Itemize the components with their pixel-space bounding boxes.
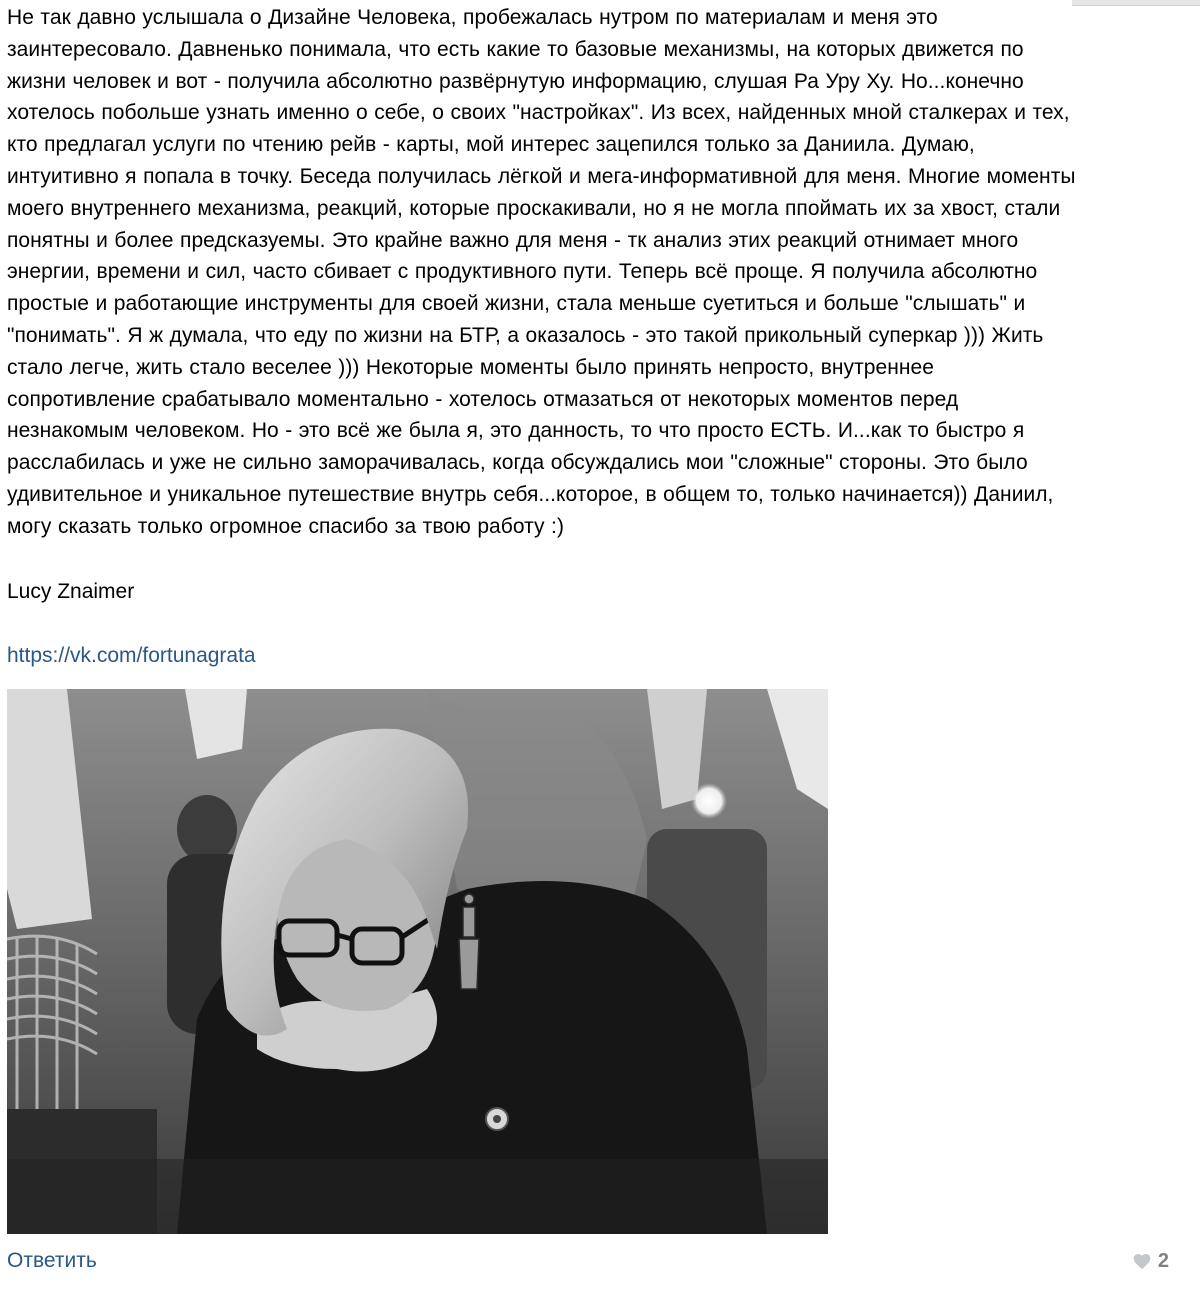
heart-icon (1132, 1252, 1152, 1270)
like-count: 2 (1157, 1250, 1169, 1272)
post-text: Не так давно услышала о Дизайне Человека, пробежалась нутром по материалам и меня это заинтересовало. Давненько понимала, что есть какие то базовые механизмы, на которых движется по жизни человек и вот - получила абсолютно развёрнутую информацию, слушая Ра Уру Ху. Но...конечно хотелось побольше узнать именно о себе, о своих "настройках". Из всех, найденных мной сталкерах и тех, кто предлагал услуги по чтению рейв - карты, мой интерес зацепился только за Даниила. Думаю, интуитивно я попала в точку. Беседа получилась лёгкой и мега-информативной для меня. Многие моменты моего внутреннего механизма, реакций, которые проскакивали, но я не могла ппоймать их за хвост, стали понятны и более предсказуемы. Это крайне важно для меня - тк анализ этих реакций отнимает много энергии, времени и сил, часто сбивает с продуктивного пути. Теперь всё проще. Я получила абсолютно простые и работающие инструменты для своей жизни, стала меньше суетиться и больше "слышать" и "понимать". Я ж думала, что еду по жизни на БТР, а оказалось - это такой прикольный суперкар ))) Жить стало легче, жить стало веселее ))) Некоторые моменты было принять непросто, внутреннее сопротивление срабатывало моментально - хотелось отмазаться от некоторых моментов перед незнакомым человеком. Но - это всё же была я, это данность, то что просто ЕСТЬ. И...как то быстро я расслабилась и уже не сильно заморачивалась, когда обсуждались мои "сложные" стороны. Это было удивительное и уникальное путешествие внутрь себя...которое, в общем то, только начинается)) Даниил, могу сказать только огромное спасибо за твою работу :) (7, 6, 1076, 538)
like-button[interactable] (1132, 1246, 1169, 1276)
attached-photo[interactable] (7, 689, 828, 1234)
comment-footer (7, 1244, 1169, 1278)
comment-post (7, 0, 1193, 1272)
profile-link[interactable]: https://vk.com/fortunagrata (7, 644, 256, 667)
author-name: Lucy Znaimer (7, 580, 135, 603)
reply-button[interactable]: Ответить (7, 1249, 97, 1272)
